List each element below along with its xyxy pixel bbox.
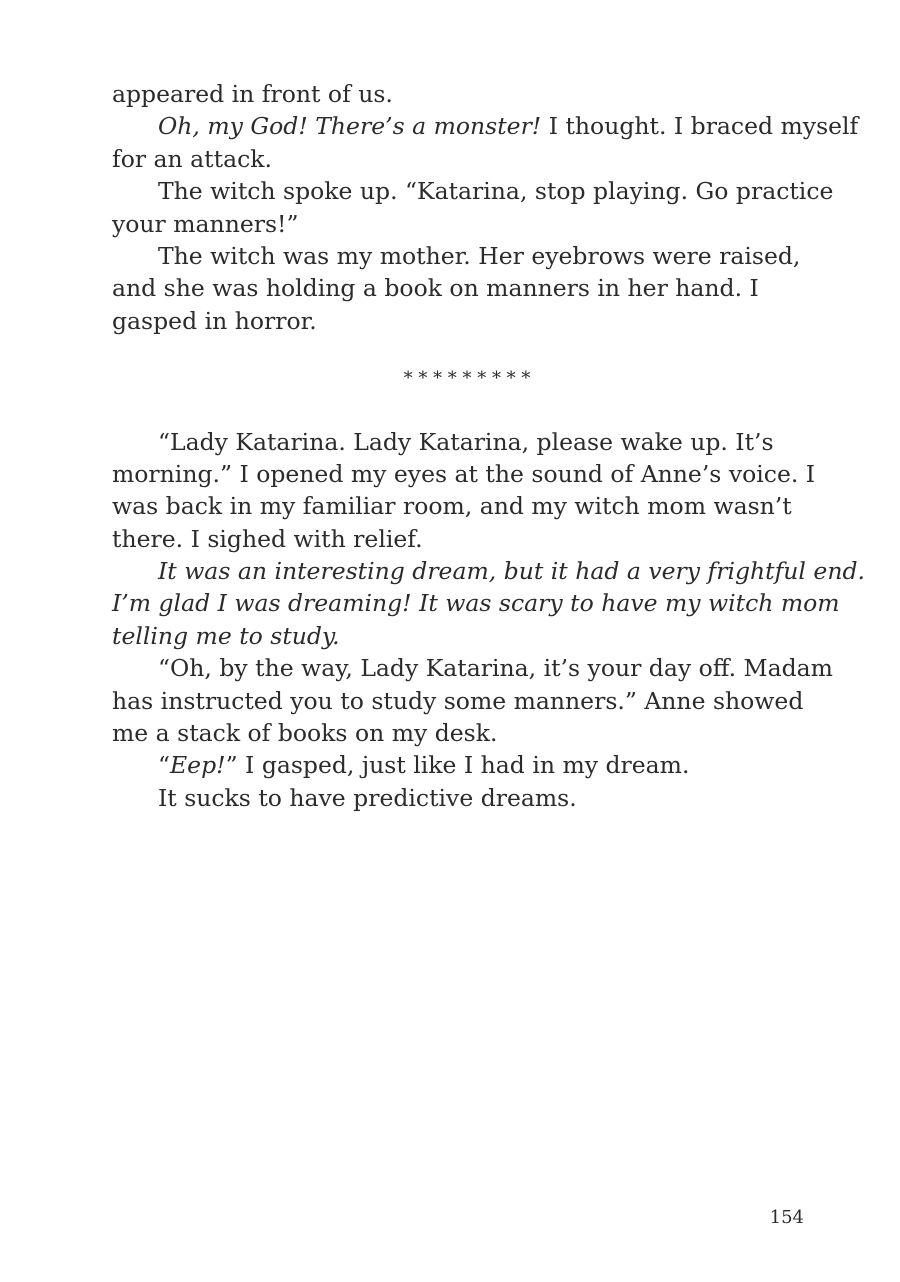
- text-line: morning.” I opened my eyes at the sound of Anne’s voice. I: [112, 459, 816, 488]
- text-line: has instructed you to study some manners.” Anne showed: [112, 686, 804, 715]
- text-line: was back in my familiar room, and my witch mom wasn’t: [112, 492, 792, 521]
- italic-thought: I’m glad I was dreaming! It was scary to have my witch mom: [112, 589, 840, 618]
- text-line: appeared in front of us.: [112, 80, 393, 108]
- text-span: “: [158, 751, 171, 780]
- text-line: The witch was my mother. Her eyebrows were raised,: [158, 241, 801, 270]
- italic-exclamation: Eep!: [170, 751, 226, 780]
- italic-thought: Oh, my God! There’s a monster!: [158, 112, 542, 141]
- text-line: [112, 749, 812, 781]
- italic-thought: telling me to study.: [112, 621, 340, 650]
- text-line: [112, 110, 859, 142]
- text-line: “Oh, by the way, Lady Katarina, it’s your day off. Madam: [158, 654, 833, 683]
- page-number: 154: [769, 1207, 804, 1228]
- text-line: It sucks to have predictive dreams.: [158, 783, 577, 812]
- text-line: your manners!”: [112, 209, 299, 238]
- text-line: The witch spoke up. “Katarina, stop playing. Go practice: [158, 177, 834, 206]
- text-line: [112, 587, 840, 619]
- text-line: [112, 620, 812, 652]
- text-line: “Lady Katarina. Lady Katarina, please wake up. It’s: [158, 427, 774, 456]
- text-line: and she was holding a book on manners in her hand. I: [112, 274, 759, 303]
- text-line: [112, 555, 865, 587]
- text-line: me a stack of books on my desk.: [112, 719, 498, 748]
- text-span: ” I gasped, just like I had in my dream.: [225, 751, 690, 780]
- book-page-body: [112, 78, 865, 814]
- text-line: gasped in horror.: [112, 306, 317, 335]
- text-span: I thought. I braced myself: [541, 112, 859, 141]
- text-line: for an attack.: [112, 144, 272, 173]
- text-line: there. I sighed with relief.: [112, 524, 423, 553]
- italic-thought: It was an interesting dream, but it had a very frightful end.: [158, 557, 865, 586]
- scene-break: * * * * * * * * *: [403, 368, 531, 390]
